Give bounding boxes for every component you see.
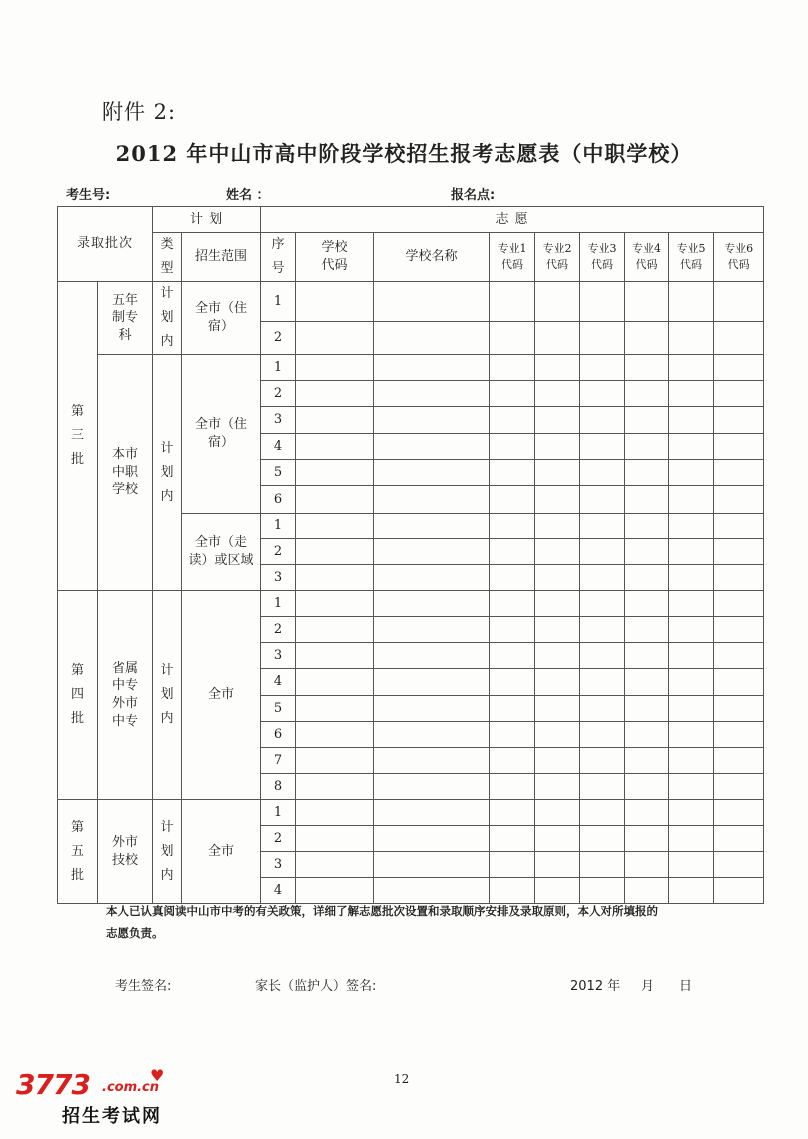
major-code-input[interactable] (714, 565, 764, 591)
school-name-input[interactable] (374, 565, 490, 591)
major-code-input[interactable] (490, 460, 535, 486)
major-code-input[interactable] (714, 617, 764, 643)
major-code-input[interactable] (580, 434, 625, 460)
table-row (58, 800, 764, 826)
heart-icon: ♥ (150, 1066, 165, 1085)
major-code-input[interactable] (714, 407, 764, 434)
major-code-input[interactable] (669, 434, 714, 460)
major-code-input[interactable] (669, 460, 714, 486)
attachment-label: 附件 2: (102, 100, 177, 124)
major-code-input[interactable] (535, 539, 580, 565)
major-code-input[interactable] (490, 617, 535, 643)
major-code-input[interactable] (490, 486, 535, 514)
school-name-input[interactable] (374, 669, 490, 696)
major-code-input[interactable] (535, 852, 580, 878)
city-vocational-category: 本市中职学校 (98, 355, 153, 591)
major-code-input[interactable] (580, 826, 625, 852)
major-code-input[interactable] (714, 722, 764, 748)
school-code-input[interactable] (296, 407, 374, 434)
major-code-input[interactable] (580, 748, 625, 774)
major-code-input[interactable] (490, 591, 535, 617)
school-code-input[interactable] (296, 669, 374, 696)
seq-cell: 1 (261, 282, 296, 322)
major-code-input[interactable] (669, 748, 714, 774)
school-name-input[interactable] (374, 434, 490, 460)
batch-header: 录取批次 (58, 207, 153, 282)
school-name-input[interactable] (374, 617, 490, 643)
major-code-input[interactable] (625, 434, 669, 460)
major-code-input[interactable] (535, 434, 580, 460)
major-code-input[interactable] (714, 748, 764, 774)
major-code-input[interactable] (625, 591, 669, 617)
major-code-input[interactable] (625, 696, 669, 722)
date-day-label: 日 (679, 979, 693, 994)
seq-cell: 6 (261, 486, 296, 514)
seq-cell: 2 (261, 539, 296, 565)
major-code-input[interactable] (669, 696, 714, 722)
school-name-input[interactable] (374, 800, 490, 826)
major-code-input[interactable] (669, 878, 714, 904)
scope-header: 招生范围 (182, 233, 261, 282)
plan-type-cell: 计划内 (153, 355, 182, 591)
major-code-input[interactable] (580, 591, 625, 617)
batch-fifth: 第五批 (58, 800, 98, 904)
school-code-input[interactable] (296, 800, 374, 826)
major-code-input[interactable] (625, 774, 669, 800)
name-label: 姓名 ： (226, 188, 270, 203)
school-code-input[interactable] (296, 539, 374, 565)
school-code-input[interactable] (296, 322, 374, 355)
major-code-input[interactable] (490, 826, 535, 852)
major-code-input[interactable] (714, 669, 764, 696)
five-year-college-category: 五年制专科 (98, 282, 153, 355)
major-code-input[interactable] (535, 514, 580, 539)
school-code-input[interactable] (296, 282, 374, 322)
school-name-input[interactable] (374, 355, 490, 381)
major-code-input[interactable] (490, 407, 535, 434)
major-code-input[interactable] (669, 282, 714, 322)
major-code-input[interactable] (714, 282, 764, 322)
major-code-input[interactable] (714, 800, 764, 826)
major-code-input[interactable] (580, 852, 625, 878)
major-code-input[interactable] (580, 322, 625, 355)
major-code-input[interactable] (714, 381, 764, 407)
seq-cell: 3 (261, 643, 296, 669)
major-code-input[interactable] (625, 852, 669, 878)
header-row-2 (58, 233, 764, 282)
major-code-input[interactable] (714, 696, 764, 722)
major-code-input[interactable] (669, 617, 714, 643)
seq-cell: 1 (261, 514, 296, 539)
major-code-input[interactable] (669, 407, 714, 434)
scope-cell: 全市 (182, 800, 261, 904)
major-code-input[interactable] (490, 748, 535, 774)
major-code-input[interactable] (625, 748, 669, 774)
header-row-1 (58, 207, 764, 233)
major-code-input[interactable] (625, 826, 669, 852)
major-code-input[interactable] (669, 852, 714, 878)
major-code-input[interactable] (490, 322, 535, 355)
declaration-text: 本人已认真阅读中山市中考的有关政策，详细了解志愿批次设置和录取顺序安排及录取原则，本人对所填报的志愿负责。 (106, 904, 658, 940)
scope-cell: 全市（住宿） (182, 282, 261, 355)
major-code-input[interactable] (625, 643, 669, 669)
other-city-tech-category: 外市技校 (98, 800, 153, 904)
school-name-input[interactable] (374, 460, 490, 486)
major-code-input[interactable] (580, 643, 625, 669)
major-code-input[interactable] (625, 322, 669, 355)
school-code-input[interactable] (296, 748, 374, 774)
batch-fourth: 第四批 (58, 591, 98, 800)
scope-cell: 全市 (182, 591, 261, 800)
major-code-input[interactable] (490, 800, 535, 826)
major-code-input[interactable] (625, 486, 669, 514)
major-code-input[interactable] (669, 539, 714, 565)
major4-header: 专业4代码 (625, 233, 669, 282)
provincial-category: 省属中专外市中专 (98, 591, 153, 800)
major-code-input[interactable] (625, 722, 669, 748)
major-code-input[interactable] (580, 800, 625, 826)
major-code-input[interactable] (625, 355, 669, 381)
major-code-input[interactable] (714, 539, 764, 565)
school-name-input[interactable] (374, 748, 490, 774)
plan-type-cell: 计划内 (153, 591, 182, 800)
major-code-input[interactable] (625, 460, 669, 486)
school-code-input[interactable] (296, 565, 374, 591)
major-code-input[interactable] (625, 565, 669, 591)
major-code-input[interactable] (580, 282, 625, 322)
seq-cell: 1 (261, 800, 296, 826)
seq-cell: 3 (261, 407, 296, 434)
major-code-input[interactable] (714, 460, 764, 486)
major-code-input[interactable] (714, 643, 764, 669)
school-code-input[interactable] (296, 591, 374, 617)
student-signature-label: 考生签名: (115, 979, 172, 994)
seq-cell: 3 (261, 565, 296, 591)
watermark-subtitle: 招生考试网 (62, 1106, 162, 1127)
major-code-input[interactable] (490, 355, 535, 381)
major-code-input[interactable] (490, 722, 535, 748)
table-row (58, 591, 764, 617)
school-code-input[interactable] (296, 852, 374, 878)
major-code-input[interactable] (535, 322, 580, 355)
school-code-input[interactable] (296, 355, 374, 381)
scope-cell: 全市（走读）或区域 (182, 514, 261, 591)
seq-cell: 4 (261, 878, 296, 904)
seq-cell: 3 (261, 852, 296, 878)
major1-header: 专业1代码 (490, 233, 535, 282)
major-code-input[interactable] (669, 514, 714, 539)
scope-cell: 全市（住宿） (182, 355, 261, 514)
school-name-input[interactable] (374, 381, 490, 407)
parent-signature-label: 家长（监护人）签名: (255, 979, 377, 994)
school-name-input[interactable] (374, 591, 490, 617)
major-code-input[interactable] (669, 669, 714, 696)
school-code-input[interactable] (296, 643, 374, 669)
school-code-input[interactable] (296, 486, 374, 514)
plan-type-cell: 计划内 (153, 282, 182, 355)
seq-cell: 2 (261, 826, 296, 852)
school-code-input[interactable] (296, 722, 374, 748)
school-code-input[interactable] (296, 381, 374, 407)
seq-cell: 4 (261, 434, 296, 460)
major-code-input[interactable] (669, 826, 714, 852)
major-code-input[interactable] (535, 282, 580, 322)
major5-header: 专业5代码 (669, 233, 714, 282)
major-code-input[interactable] (490, 774, 535, 800)
major-code-input[interactable] (625, 282, 669, 322)
major-code-input[interactable] (580, 407, 625, 434)
major-code-input[interactable] (580, 486, 625, 514)
plan-type-cell: 计划内 (153, 800, 182, 904)
plan-header: 计 划 (153, 207, 261, 233)
major-code-input[interactable] (669, 322, 714, 355)
wish-header: 志 愿 (261, 207, 764, 233)
major-code-input[interactable] (535, 460, 580, 486)
major-code-input[interactable] (669, 486, 714, 514)
school-name-header: 学校名称 (374, 233, 490, 282)
major-code-input[interactable] (535, 826, 580, 852)
seq-cell: 6 (261, 722, 296, 748)
school-name-input[interactable] (374, 696, 490, 722)
major-code-input[interactable] (625, 407, 669, 434)
major-code-input[interactable] (580, 539, 625, 565)
type-header: 类型 (153, 233, 182, 282)
major-code-input[interactable] (535, 591, 580, 617)
seq-cell: 5 (261, 460, 296, 486)
major6-header: 专业6代码 (714, 233, 764, 282)
major-code-input[interactable] (714, 434, 764, 460)
seq-cell: 1 (261, 591, 296, 617)
school-code-input[interactable] (296, 460, 374, 486)
school-code-input[interactable] (296, 826, 374, 852)
major-code-input[interactable] (490, 282, 535, 322)
site-watermark-logo (14, 1068, 174, 1128)
major-code-input[interactable] (490, 669, 535, 696)
major-code-input[interactable] (490, 381, 535, 407)
major-code-input[interactable] (580, 355, 625, 381)
major-code-input[interactable] (580, 565, 625, 591)
school-code-header: 学校代码 (296, 233, 374, 282)
table-row (58, 282, 764, 322)
seq-cell: 8 (261, 774, 296, 800)
major-code-input[interactable] (535, 669, 580, 696)
major-code-input[interactable] (669, 722, 714, 748)
major-code-input[interactable] (669, 800, 714, 826)
major-code-input[interactable] (580, 774, 625, 800)
seq-cell: 2 (261, 381, 296, 407)
watermark-domain: .com.cn (102, 1080, 160, 1095)
major-code-input[interactable] (580, 617, 625, 643)
major-code-input[interactable] (714, 774, 764, 800)
major-code-input[interactable] (669, 591, 714, 617)
major-code-input[interactable] (535, 800, 580, 826)
major-code-input[interactable] (580, 381, 625, 407)
major-code-input[interactable] (669, 565, 714, 591)
major-code-input[interactable] (535, 774, 580, 800)
major-code-input[interactable] (535, 355, 580, 381)
major-code-input[interactable] (625, 800, 669, 826)
major-code-input[interactable] (625, 381, 669, 407)
major-code-input[interactable] (714, 826, 764, 852)
school-name-input[interactable] (374, 852, 490, 878)
school-name-input[interactable] (374, 643, 490, 669)
school-name-input[interactable] (374, 826, 490, 852)
major-code-input[interactable] (535, 407, 580, 434)
seq-cell: 4 (261, 669, 296, 696)
date-month-label: 月 (641, 979, 655, 994)
major3-header: 专业3代码 (580, 233, 625, 282)
seq-cell: 5 (261, 696, 296, 722)
major-code-input[interactable] (535, 565, 580, 591)
seq-header: 序号 (261, 233, 296, 282)
major-code-input[interactable] (535, 696, 580, 722)
school-name-input[interactable] (374, 486, 490, 514)
major-code-input[interactable] (535, 722, 580, 748)
school-name-input[interactable] (374, 539, 490, 565)
major-code-input[interactable] (625, 669, 669, 696)
school-name-input[interactable] (374, 282, 490, 322)
major-code-input[interactable] (535, 486, 580, 514)
major-code-input[interactable] (580, 669, 625, 696)
school-code-input[interactable] (296, 774, 374, 800)
major-code-input[interactable] (490, 539, 535, 565)
major-code-input[interactable] (669, 774, 714, 800)
major-code-input[interactable] (535, 643, 580, 669)
major-code-input[interactable] (535, 381, 580, 407)
major-code-input[interactable] (490, 434, 535, 460)
major-code-input[interactable] (490, 852, 535, 878)
school-code-input[interactable] (296, 696, 374, 722)
major-code-input[interactable] (490, 565, 535, 591)
school-code-input[interactable] (296, 434, 374, 460)
major-code-input[interactable] (714, 355, 764, 381)
major-code-input[interactable] (669, 355, 714, 381)
exam-number-label: 考生号: (66, 188, 111, 203)
major2-header: 专业2代码 (535, 233, 580, 282)
major-code-input[interactable] (669, 381, 714, 407)
seq-cell: 7 (261, 748, 296, 774)
major-code-input[interactable] (625, 617, 669, 643)
application-form-table (57, 206, 764, 904)
school-name-input[interactable] (374, 407, 490, 434)
seq-cell: 2 (261, 617, 296, 643)
date-year-label: 2012 年 (570, 979, 621, 994)
major-code-input[interactable] (580, 722, 625, 748)
major-code-input[interactable] (580, 460, 625, 486)
school-name-input[interactable] (374, 774, 490, 800)
major-code-input[interactable] (490, 514, 535, 539)
page-number: 12 (394, 1072, 410, 1086)
school-name-input[interactable] (374, 722, 490, 748)
watermark-number: 3773 (16, 1068, 90, 1101)
major-code-input[interactable] (490, 643, 535, 669)
school-code-input[interactable] (296, 514, 374, 539)
school-name-input[interactable] (374, 514, 490, 539)
major-code-input[interactable] (714, 591, 764, 617)
table-row (58, 355, 764, 381)
major-code-input[interactable] (625, 539, 669, 565)
seq-cell: 1 (261, 355, 296, 381)
major-code-input[interactable] (714, 852, 764, 878)
registration-site-label: 报名点: (451, 188, 496, 203)
major-code-input[interactable] (490, 696, 535, 722)
major-code-input[interactable] (714, 878, 764, 904)
school-name-input[interactable] (374, 322, 490, 355)
major-code-input[interactable] (535, 617, 580, 643)
page-title: 2012 年中山市高中阶段学校招生报考志愿表（中职学校） (115, 141, 693, 166)
major-code-input[interactable] (714, 486, 764, 514)
school-code-input[interactable] (296, 617, 374, 643)
major-code-input[interactable] (535, 748, 580, 774)
major-code-input[interactable] (580, 514, 625, 539)
major-code-input[interactable] (669, 643, 714, 669)
major-code-input[interactable] (714, 322, 764, 355)
seq-cell: 2 (261, 322, 296, 355)
batch-third: 第三批 (58, 282, 98, 591)
major-code-input[interactable] (580, 696, 625, 722)
major-code-input[interactable] (625, 514, 669, 539)
major-code-input[interactable] (714, 514, 764, 539)
